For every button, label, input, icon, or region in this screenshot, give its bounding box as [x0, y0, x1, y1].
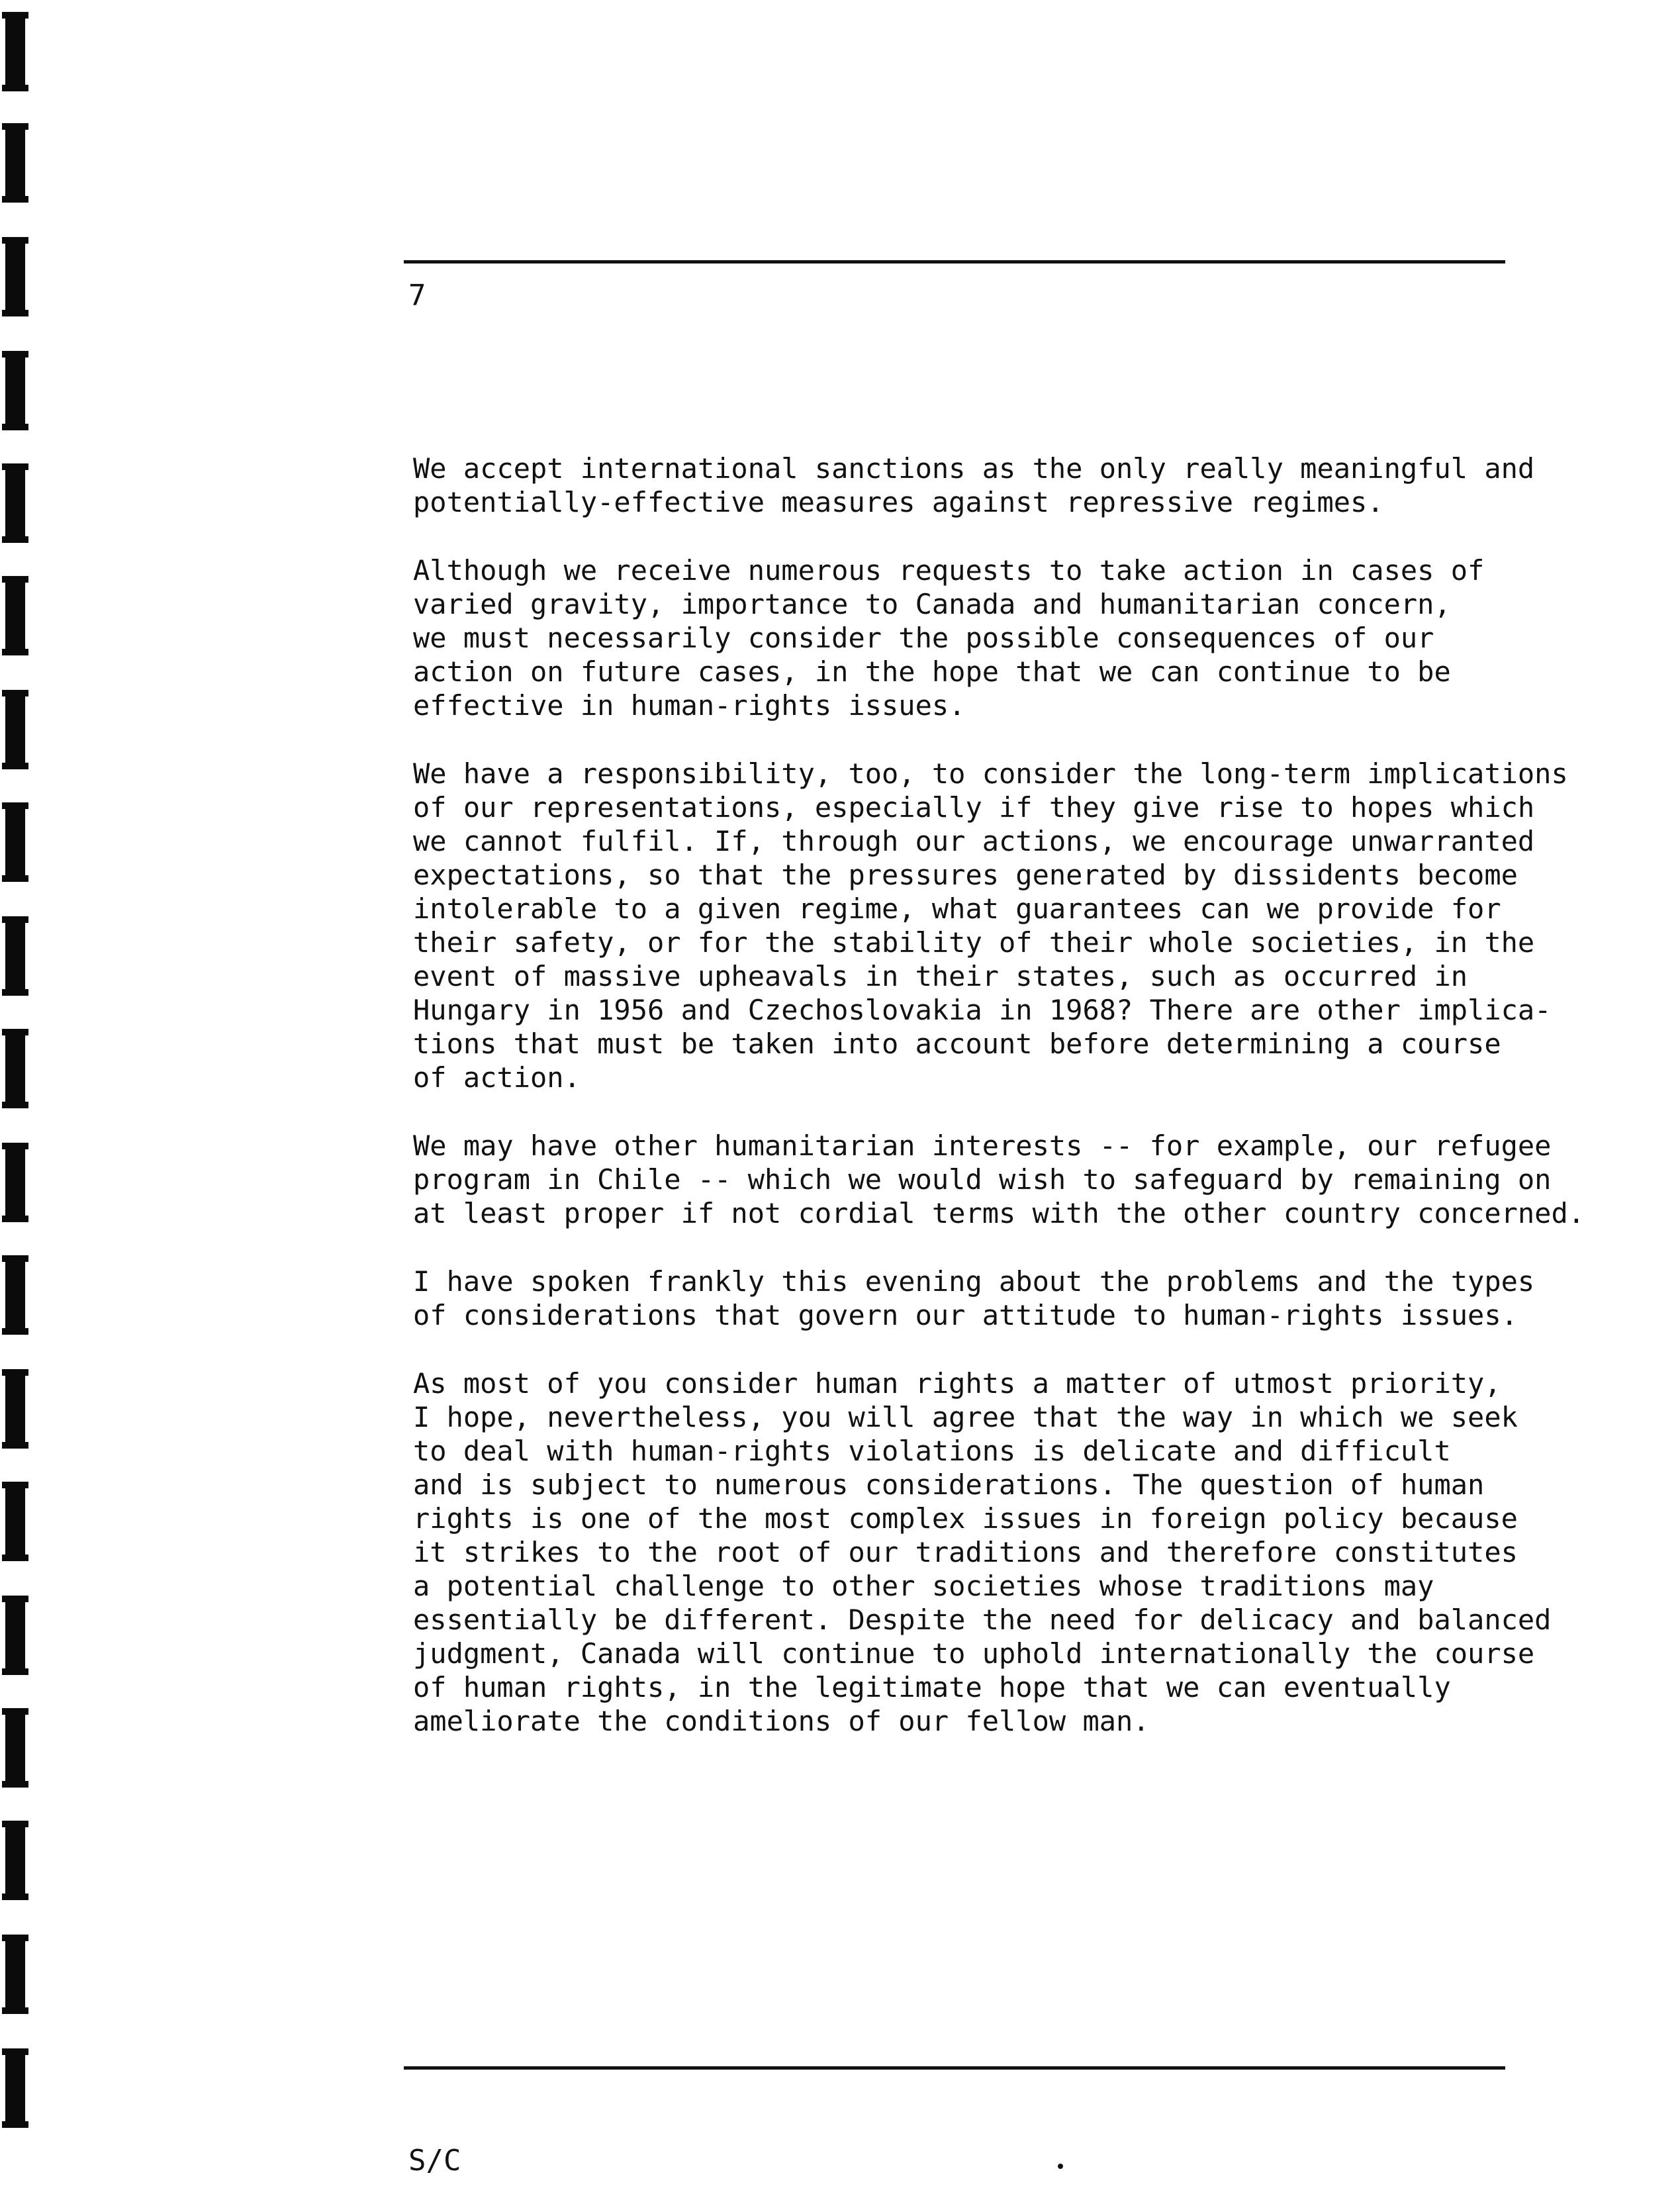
binding-hole — [5, 1596, 25, 1675]
paragraph-requests: Although we receive numerous requests to take action in cases of varied gravity, importance to Canada and humanitarian concern, we must necessarily consider the possible consequences of our action on future cases, in the hope that we can continue to be effective in human-rights issues. — [413, 554, 1485, 722]
header-rule — [404, 260, 1505, 264]
binding-hole — [5, 12, 25, 91]
binding-hole — [5, 802, 25, 882]
binding-hole — [5, 1821, 25, 1900]
binding-hole — [5, 1255, 25, 1335]
footer-dot — [1058, 2164, 1063, 2169]
footer-code: S/C — [408, 2144, 461, 2178]
paragraph-responsibility: We have a responsibility, too, to consider the long-term implications of our representations, especially if they give rise to hopes which we cannot fulfil. If, through our actions, we encourage unwarranted expectations, so that the pressures generated by dissidents become intolerable to a given regime, what guarantees can we provide for their safety, or for the stability of their whole societies, in the event of massive upheavals in their states, such as occurred in Hungary in 1956 and Czechoslovakia in 1968? There are other implica- tions that must be taken into account before determining a course of action. — [413, 757, 1568, 1094]
binding-hole — [5, 1029, 25, 1108]
paragraph-sanctions: We accept international sanctions as the only really meaningful and potentially-effective measures against repressive regimes. — [413, 452, 1535, 518]
document-body — [413, 452, 1591, 1772]
binding-hole — [5, 237, 25, 316]
binding-hole — [5, 1369, 25, 1449]
binding-hole — [5, 2048, 25, 2128]
binding-hole — [5, 576, 25, 655]
binding-hole — [5, 1482, 25, 1561]
binding-hole — [5, 351, 25, 430]
paragraph-humanitarian-interests: We may have other humanitarian interests -- for example, our refugee program in Chile -- which we would wish to safeguard by remaining on at least proper if not cordial terms with the other country concerned. — [413, 1129, 1585, 1229]
binding-strip — [0, 0, 53, 2204]
paragraph-spoken-frankly: I have spoken frankly this evening about the problems and the types of considerations that govern our attitude to human-rights issues. — [413, 1265, 1535, 1331]
binding-hole — [5, 690, 25, 769]
binding-hole — [5, 916, 25, 996]
binding-hole — [5, 463, 25, 543]
page-number: 7 — [408, 279, 426, 312]
binding-hole — [5, 1708, 25, 1788]
binding-hole — [5, 123, 25, 203]
binding-hole — [5, 1935, 25, 2014]
binding-hole — [5, 1143, 25, 1222]
paragraph-conclusion: As most of you consider human rights a matter of utmost priority, I hope, nevertheless, you will agree that the way in which we seek to deal with human-rights violations is delicate and difficult and is subject to numerous considerations. The question of human rights is one of the most complex issues in foreign policy because it strikes to the root of our traditions and therefore constitutes a potential challenge to other societies whose traditions may essentially be different. Despite the need for delicacy and balanced judgment, Canada will continue to uphold internationally the course of human rights, in the legitimate hope that we can eventually ameliorate the conditions of our fellow man. — [413, 1367, 1552, 1737]
footer-rule — [404, 2066, 1505, 2070]
